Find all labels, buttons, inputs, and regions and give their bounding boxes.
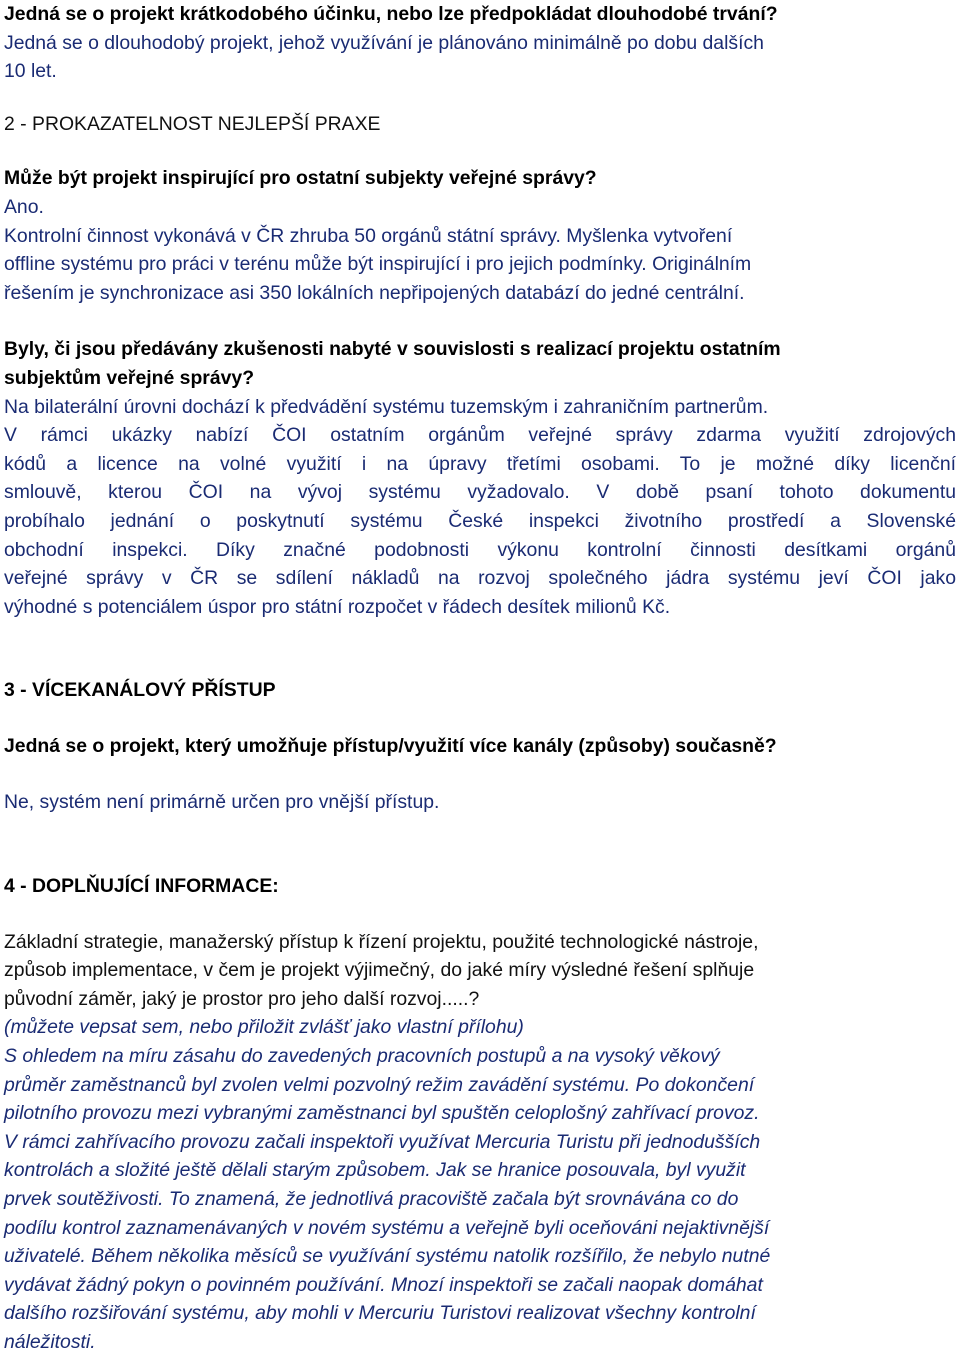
body-line: kontrolách a složité ještě dělali starým způsobem. Jak se hranice posouvala, byl využit — [4, 1159, 746, 1182]
intro-line: původní záměr, jaký je prostor pro jeho další rozvoj.....? — [4, 987, 480, 1010]
answer-multichannel: Ne, systém není primárně určen pro vnější přístup. — [4, 791, 440, 814]
answer-line: Kontrolní činnost vykonává v ČR zhruba 50 orgánů státní správy. Myšlenka vytvoření — [4, 224, 733, 247]
answer-duration-line: 10 let. — [4, 60, 57, 83]
body-line: S ohledem na míru zásahu do zavedených pracovních postupů a na vysoký věkový — [4, 1045, 720, 1068]
answer-line: offline systému pro práci v terénu může být inspirující i pro jejich podmínky. Originálním — [4, 253, 752, 276]
document-page — [4, 0, 956, 1357]
answer-line: kódů a licence na volné využití i na úpravy třetími osobami. To je možné díky licenční — [4, 452, 956, 475]
answer-inspiring — [4, 193, 956, 307]
answer-duration-line: Jedná se o dlouhodobý projekt, jehož využívání je plánováno minimálně po dobu dalších — [4, 31, 764, 54]
additional-info-intro — [4, 928, 956, 1014]
answer-line: veřejné správy v ČR se sdílení nákladů na rozvoj společného jádra systému jeví ČOI jako — [4, 567, 956, 590]
attachment-note: (můžete vepsat sem, nebo přiložit zvlášť jako vlastní přílohu) — [4, 1016, 524, 1039]
body-line: prvek soutěživosti. To znamená, že jednotlivá pracoviště začala být srovnávána co do — [4, 1188, 739, 1210]
body-line: vydávat žádný pokyn o povinném používání. Mnozí inspektoři se začali naopak domáhat — [4, 1273, 763, 1296]
section-heading-2: 2 - PROKAZATELNOST NEJLEPŠÍ PRAXE — [4, 112, 381, 135]
answer-line: řešením je synchronizace asi 350 lokálních nepřipojených databází do jedné centrální. — [4, 281, 745, 304]
body-line: náležitosti. — [4, 1330, 96, 1353]
section-heading-3: 3 - VÍCEKANÁLOVÝ PŘÍSTUP — [4, 679, 276, 702]
body-line: pilotního provozu mezi vybranými zaměstnanci byl spuštěn celoplošný zahřívací provoz. — [4, 1102, 760, 1125]
question-multichannel: Jedná se o projekt, který umožňuje přístup/využití více kanály (způsoby) současně? — [4, 734, 777, 757]
body-line: podílu kontrol zaznamenávaných v novém systému a veřejně byli oceňováni nejaktivnější — [4, 1216, 770, 1239]
body-line: dalšího rozšiřování systému, aby mohli v Mercuriu Turistovi realizovat všechny kontrolní — [4, 1302, 756, 1325]
body-line: V rámci zahřívacího provozu začali inspektoři využívat Mercuria Turistu při jednodušších — [4, 1130, 761, 1153]
answer-line: Na bilaterální úrovni dochází k předvádění systému tuzemským i zahraničním partnerům. — [4, 395, 769, 418]
question-experience-line: subjektům veřejné správy? — [4, 366, 255, 389]
answer-line: obchodní inspekci. Díky značné podobnosti výkonu kontrolní činnosti desítkami orgánů — [4, 538, 956, 561]
body-line: uživatelé. Během několika měsíců se využívání systému natolik rozšířilo, že nebylo nutné — [4, 1245, 771, 1268]
answer-line: V rámci ukázky nabízí ČOI ostatním orgánům veřejné správy zdarma využití zdrojových — [4, 424, 956, 447]
question-experience-line: Byly, či jsou předávány zkušenosti nabyté v souvislosti s realizací projektu ostatním — [4, 338, 781, 361]
question-inspiring: Může být projekt inspirující pro ostatní subjekty veřejné správy? — [4, 167, 597, 190]
intro-line: způsob implementace, v čem je projekt výjimečný, do jaké míry výsledné řešení splňuje — [4, 959, 755, 982]
answer-line: výhodné s potenciálem úspor pro státní rozpočet v řádech desítek milionů Kč. — [4, 595, 671, 618]
answer-line: probíhalo jednání o poskytnutí systému České inspekci životního prostředí a Slovenské — [4, 509, 956, 532]
question-duration: Jedná se o projekt krátkodobého účinku, nebo lze předpokládat dlouhodobé trvání? — [4, 3, 778, 25]
answer-line: Ano. — [4, 195, 44, 218]
additional-info-body — [4, 1042, 956, 1357]
answer-experience — [4, 393, 956, 622]
body-line: průměr zaměstnanců byl zvolen velmi pozvolný režim zavádění systému. Po dokončení — [4, 1073, 755, 1096]
answer-line: smlouvě, kterou ČOI na vývoj systému vyžadovalo. V době psaní tohoto dokumentu — [4, 481, 956, 504]
intro-line: Základní strategie, manažerský přístup k řízení projektu, použité technologické nástroje, — [4, 930, 759, 953]
section-heading-4: 4 - DOPLŇUJÍCÍ INFORMACE: — [4, 875, 279, 898]
